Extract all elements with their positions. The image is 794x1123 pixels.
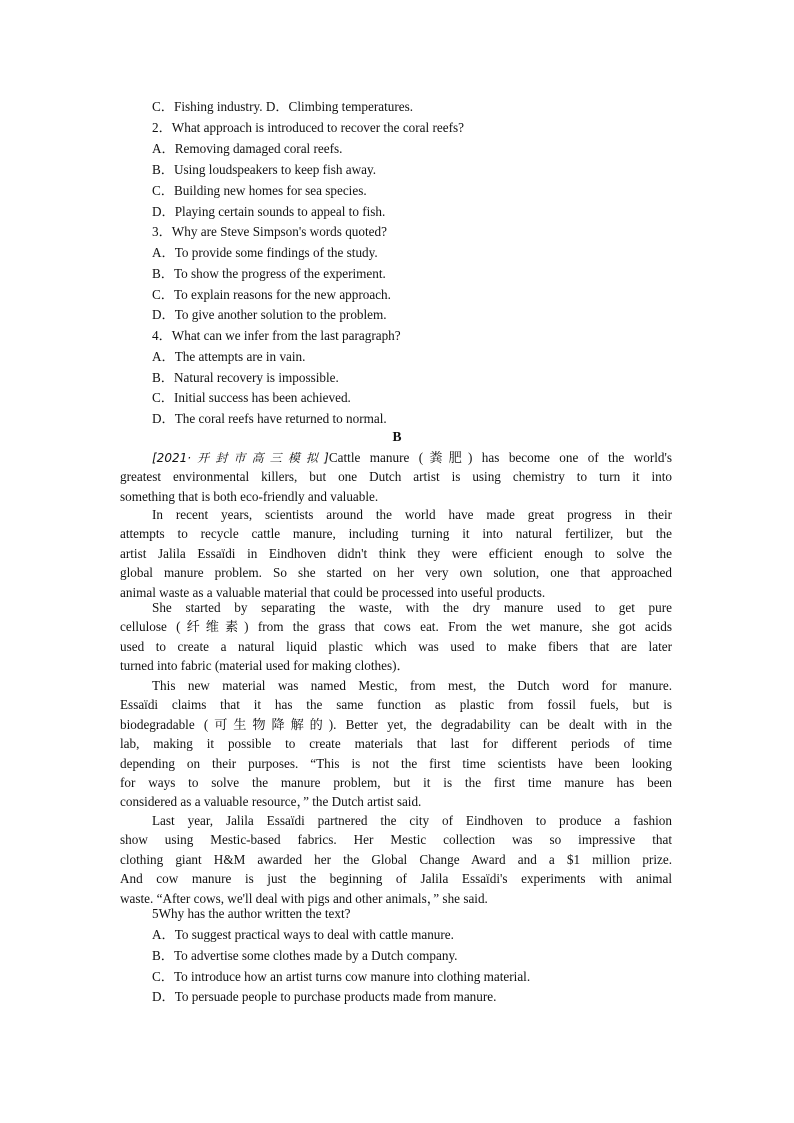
paragraph-line: something that is both eco-friendly and valuable. [120,488,379,504]
paragraph-line: biodegradable (可生物降解的). Better yet, the degradability can be dealt with in the [120,716,672,732]
paragraph-line: In recent years, scientists around the world have made great progress in their [152,507,672,522]
passage-paragraph-1 [120,448,672,506]
q2-option-c: C．Building new homes for sea species. [152,183,367,198]
q3-stem: 3．Why are Steve Simpson's words quoted? [152,224,387,239]
q1-options-cd: C．Fishing industry. D．Climbing temperatures. [152,99,414,114]
q5-option-d: D．To persuade people to purchase products made from manure. [152,989,497,1004]
paragraph-line: for ways to solve the manure problem, but it is the first time manure has been [120,774,672,790]
q5-option-a: A．To suggest practical ways to deal with cattle manure. [152,927,454,942]
paragraph-line: Last year, Jalila Essaïdi partnered the city of Eindhoven to produce a fashion [152,813,672,828]
passage-paragraph-3 [120,598,672,676]
q4-option-a: A．The attempts are in vain. [152,349,306,364]
q3-option-c: C．To explain reasons for the new approach. [152,287,391,302]
paragraph-line: depending on their purposes. “This is not the first time scientists have been looking [120,755,672,771]
passage-paragraph-5 [120,811,672,908]
q5-stem: 5Why has the author written the text? [152,906,351,921]
q3-option-a: A．To provide some findings of the study. [152,245,378,260]
paragraph-line: greatest environmental killers, but one Dutch artist is using chemistry to turn it into [120,469,672,485]
passage-paragraph-2 [120,505,672,602]
paragraph-line: This new material was named Mestic, from mest, the Dutch word for manure. [152,678,672,693]
q4-option-b: B．Natural recovery is impossible. [152,370,339,385]
paragraph-line: artist Jalila Essaïdi in Eindhoven didn't think they were efficient enough to solve the [120,545,672,561]
q2-option-b: B．Using loudspeakers to keep fish away. [152,162,377,177]
section-b-heading: B [392,429,402,444]
paragraph-line: clothing giant H&M awarded her the Global Change Award and a $1 million prize. [120,851,672,867]
q2-option-d: D．Playing certain sounds to appeal to fish. [152,204,386,219]
q4-option-d: D．The coral reefs have returned to normal. [152,411,387,426]
paragraph-line: turned into fabric (material used for making clothes)． [120,658,410,674]
paragraph-line: used to create a natural liquid plastic which was used to make fibers that are later [120,638,672,654]
paragraph-line: attempts to recycle cattle manure, including turning it into natural fertilizer, but the [120,526,672,542]
q3-option-b: B．To show the progress of the experiment. [152,266,386,281]
paragraph-line: considered as a valuable resource，” the Dutch artist said. [120,794,422,810]
paragraph-line: global manure problem. So she started on her very own solution, one that approached [120,565,672,581]
paragraph-line: She started by separating the waste, with the dry manure used to get pure [152,600,672,615]
paragraph-line: lab, making it possible to create materials that last for different periods of time [120,736,672,752]
q5-option-b: B．To advertise some clothes made by a Dutch company. [152,948,458,963]
source-tag: [2021·开封市高三模拟] [152,451,329,465]
paragraph-line: Essaïdi claims that it has the same function as plastic from fossil fuels, but is [120,697,672,713]
q4-stem: 4．What can we infer from the last paragraph? [152,328,401,343]
q2-option-a: A．Removing damaged coral reefs. [152,141,343,156]
q4-option-c: C．Initial success has been achieved. [152,390,351,405]
q5-option-c: C．To introduce how an artist turns cow manure into clothing material. [152,969,531,984]
paragraph-line: And cow manure is just the beginning of Jalila Essaïdi's experiments with animal [120,871,672,887]
passage-paragraph-4 [120,676,672,812]
paragraph-line: cellulose (纤维素) from the grass that cows eat. From the wet manure, she got acids [120,619,672,635]
paragraph-line: show using Mestic-based fabrics. Her Mestic collection was so impressive that [120,832,672,848]
q2-stem: 2．What approach is introduced to recover the coral reefs? [152,120,464,135]
paragraph-line: [2021·开封市高三模拟]Cattle manure (粪肥) has become one of the world's [152,450,672,465]
paragraph-line: animal waste as a valuable material that could be processed into useful products. [120,584,546,600]
paragraph-line: waste. “After cows, we'll deal with pigs and other animals，” she said. [120,890,488,906]
q3-option-d: D．To give another solution to the problem. [152,307,387,322]
